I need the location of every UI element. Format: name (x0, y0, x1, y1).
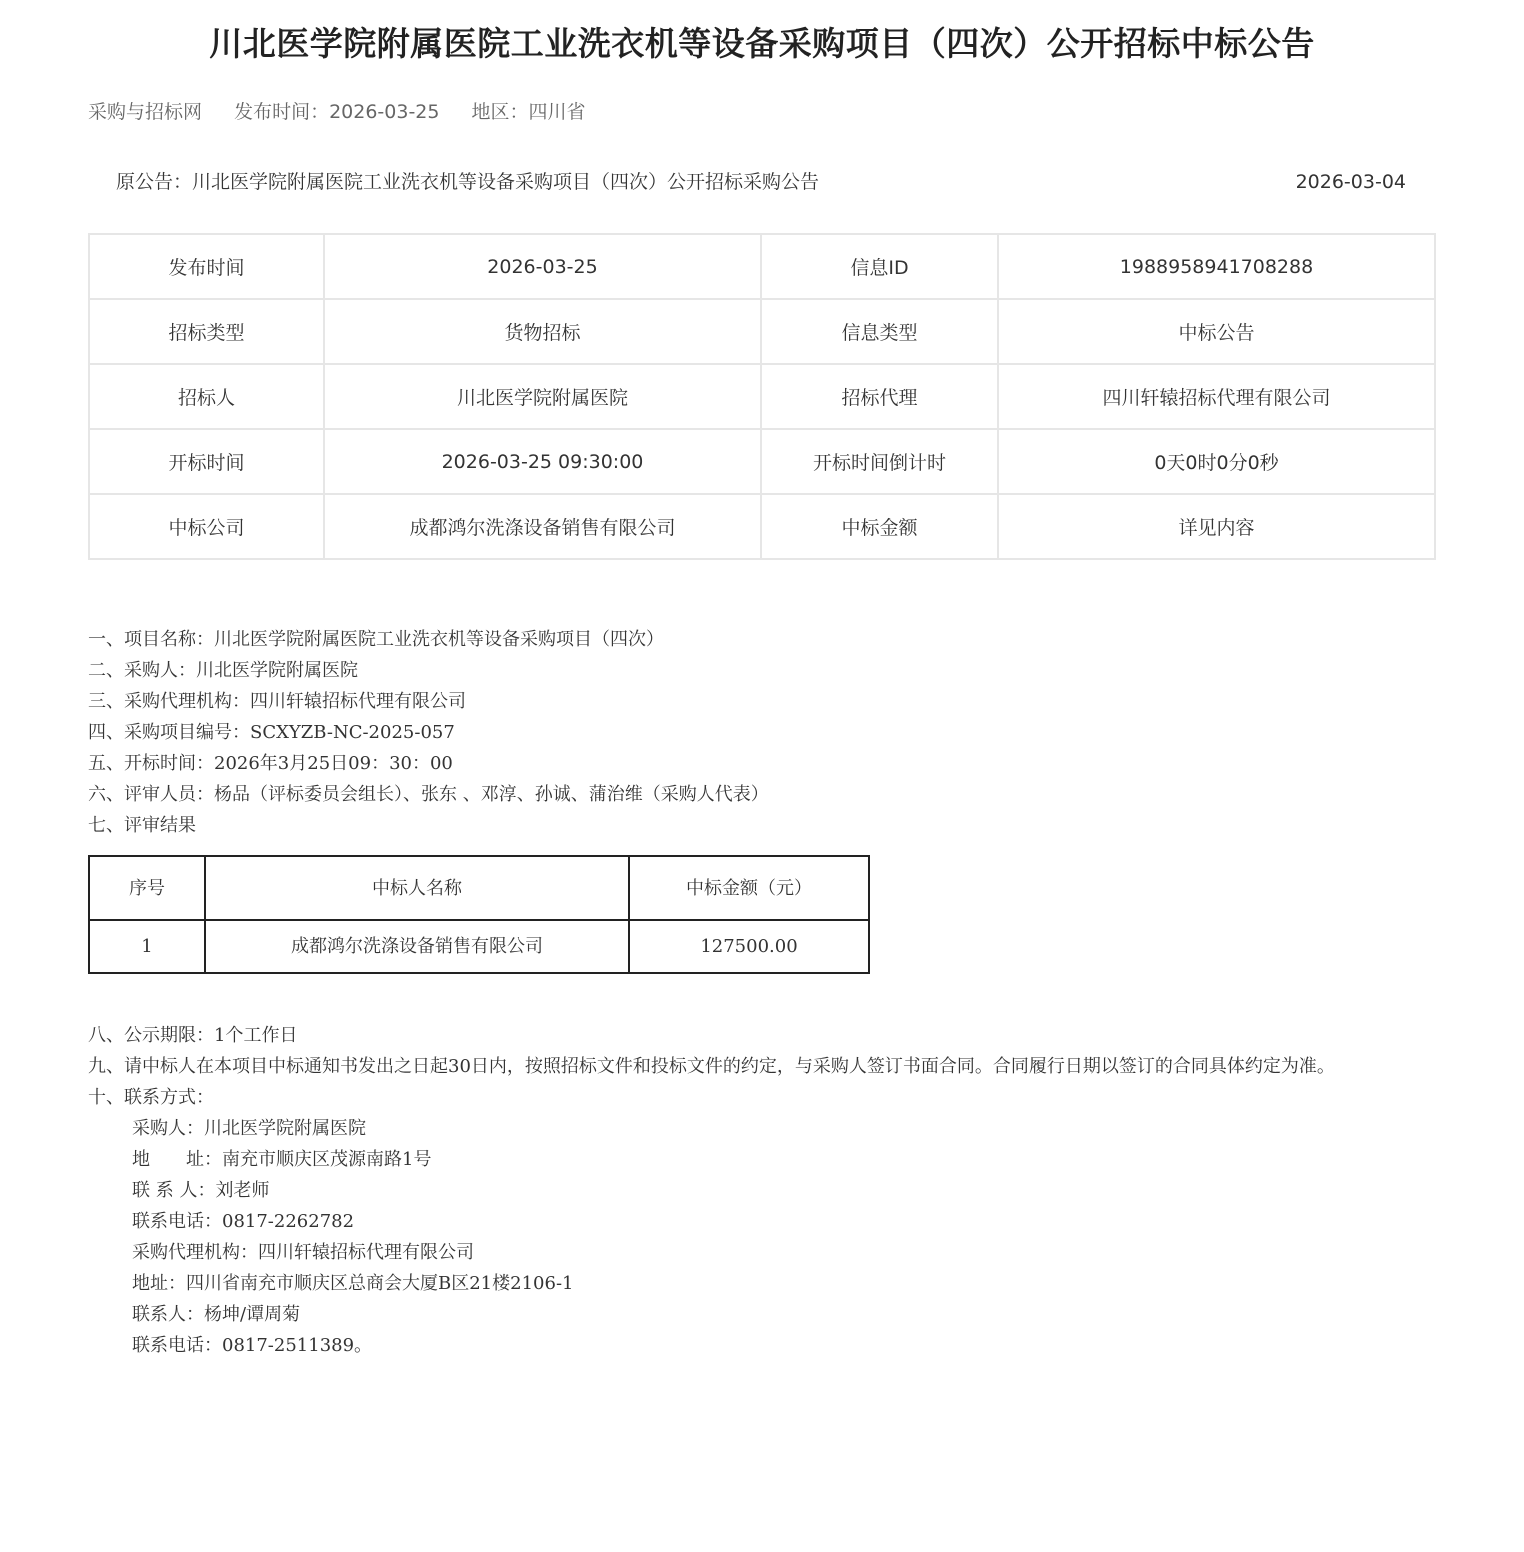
original-notice (116, 168, 1406, 196)
content-item-reviewers: 六、评审人员：杨品（评标委员会组长）、张东 、邓淳、孙诚、蒲治维（采购人代表） (88, 784, 769, 805)
info-label: 招标人 (89, 364, 324, 429)
info-value: 货物招标 (324, 299, 761, 364)
result-header-cell: 中标人名称 (205, 856, 629, 920)
info-value: 2026-03-25 (324, 234, 761, 299)
info-row (89, 429, 1435, 494)
contact-purchaser-address: 地 址：南充市顺庆区茂源南路1号 (132, 1149, 432, 1170)
info-row (89, 299, 1435, 364)
result-cell-index: 1 (89, 920, 205, 973)
info-label: 发布时间 (89, 234, 324, 299)
contact-agency-address: 地址：四川省南充市顺庆区总商会大厦B区21楼2106-1 (132, 1273, 574, 1294)
info-label: 招标代理 (761, 364, 998, 429)
contact-agency-phone: 联系电话：0817-2511389。 (132, 1335, 373, 1356)
info-row (89, 364, 1435, 429)
source-site: 采购与招标网 (88, 101, 203, 123)
info-label: 开标时间倒计时 (761, 429, 998, 494)
info-row (89, 234, 1435, 299)
info-value: 中标公告 (998, 299, 1435, 364)
info-label: 信息ID (761, 234, 998, 299)
result-cell-amount: 127500.00 (629, 920, 869, 973)
info-label: 信息类型 (761, 299, 998, 364)
info-label: 开标时间 (89, 429, 324, 494)
info-value: 川北医学院附属医院 (324, 364, 761, 429)
info-row (89, 494, 1435, 559)
content-item-agency: 三、采购代理机构：四川轩辕招标代理有限公司 (88, 691, 466, 712)
table-row (89, 920, 869, 973)
result-header-cell: 中标金额（元） (629, 856, 869, 920)
original-notice-link[interactable]: 原公告：川北医学院附属医院工业洗衣机等设备采购项目（四次）公开招标采购公告 (116, 171, 820, 193)
content-item-contract-notice: 九、请中标人在本项目中标通知书发出之日起30日内，按照招标文件和投标文件的约定，与采购人签订书面合同。合同履行日期以签订的合同具体约定为准。 (88, 1056, 1335, 1077)
content-item-result-heading: 七、评审结果 (88, 815, 196, 836)
info-label: 中标金额 (761, 494, 998, 559)
info-value: 1988958941708288 (998, 234, 1435, 299)
info-value: 详见内容 (998, 494, 1435, 559)
info-label: 招标类型 (89, 299, 324, 364)
content-item-opening-time: 五、开标时间：2026年3月25日09：30：00 (88, 753, 453, 774)
info-table (88, 233, 1436, 560)
content-item-publicity-period: 八、公示期限：1个工作日 (88, 1025, 298, 1046)
announcement-content (88, 624, 1408, 1361)
content-item-project-name: 一、项目名称：川北医学院附属医院工业洗衣机等设备采购项目（四次） (88, 629, 664, 650)
content-item-project-number: 四、采购项目编号：SCXYZB-NC-2025-057 (88, 722, 455, 743)
contact-purchaser-phone: 联系电话：0817-2262782 (132, 1211, 355, 1232)
result-header-cell: 序号 (89, 856, 205, 920)
contact-purchaser: 采购人：川北医学院附属医院 (132, 1118, 366, 1139)
content-item-contact-heading: 十、联系方式： (88, 1087, 214, 1108)
result-cell-winner: 成都鸿尔洗涤设备销售有限公司 (205, 920, 629, 973)
contact-agency: 采购代理机构：四川轩辕招标代理有限公司 (132, 1242, 474, 1263)
page-title: 川北医学院附属医院工业洗衣机等设备采购项目（四次）公开招标中标公告 (209, 24, 1315, 63)
content-item-purchaser: 二、采购人：川北医学院附属医院 (88, 660, 358, 681)
publish-date: 发布时间：2026-03-25 (234, 101, 440, 123)
info-value: 成都鸿尔洗涤设备销售有限公司 (324, 494, 761, 559)
info-label: 中标公司 (89, 494, 324, 559)
info-value: 四川轩辕招标代理有限公司 (998, 364, 1435, 429)
meta-line (88, 98, 612, 126)
region: 地区：四川省 (471, 101, 586, 123)
info-value: 0天0时0分0秒 (998, 429, 1435, 494)
contact-agency-person: 联系人：杨坤/谭周菊 (132, 1304, 301, 1325)
original-notice-date: 2026-03-04 (1295, 171, 1406, 193)
contact-purchaser-person: 联 系 人：刘老师 (132, 1180, 270, 1201)
result-table-header (89, 856, 869, 920)
result-table (88, 855, 870, 974)
info-value: 2026-03-25 09:30:00 (324, 429, 761, 494)
